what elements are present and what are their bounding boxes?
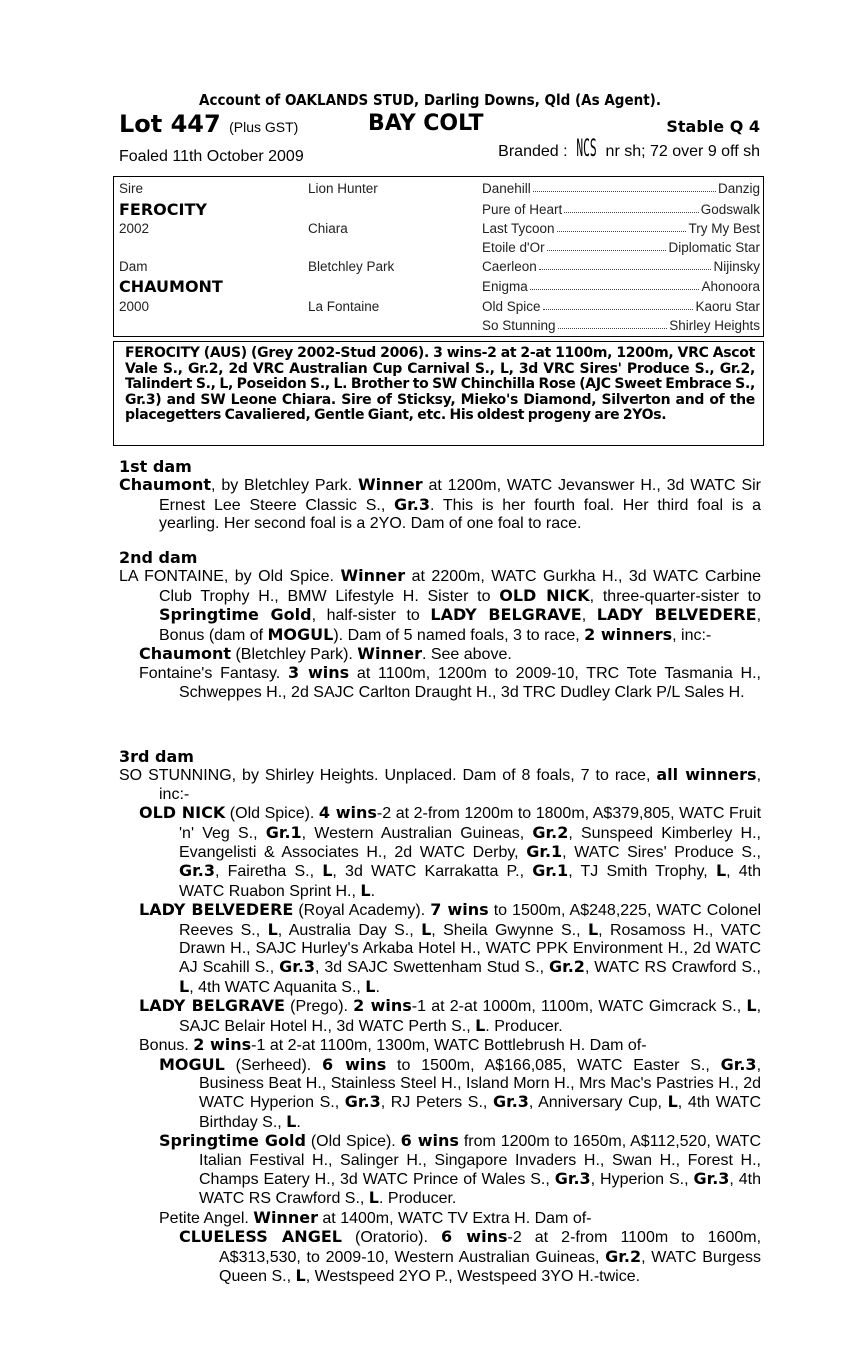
text: (Old Spice). bbox=[305, 1133, 401, 1151]
text: , 4th WATC Aquanita S., bbox=[189, 978, 366, 996]
text: . bbox=[375, 978, 380, 996]
grade-tag: L bbox=[322, 861, 333, 881]
lot-title: BAY COLT bbox=[368, 111, 484, 136]
text: , WATC Burgess Queen S., bbox=[219, 1248, 761, 1285]
gs-horse: Etoile d'Or bbox=[482, 240, 545, 255]
dam-name: CHAUMONT bbox=[119, 277, 223, 296]
first-dam-section bbox=[119, 458, 761, 534]
win-tag: 2 wins bbox=[193, 1035, 252, 1055]
gs-horse: Enigma bbox=[482, 279, 528, 294]
horse-name: CLUELESS ANGEL bbox=[179, 1227, 342, 1247]
text: Petite Angel. bbox=[159, 1209, 254, 1227]
win-tag: 6 wins bbox=[400, 1131, 459, 1151]
text: Bonus. bbox=[139, 1037, 194, 1055]
horse-name: OLD NICK bbox=[499, 585, 590, 605]
text: , Westspeed 2YO P., Westspeed 3YO H.-twice. bbox=[305, 1267, 641, 1285]
grade-tag: Gr.3 bbox=[279, 957, 316, 977]
foaled-date: Foaled 11th October 2009 bbox=[119, 148, 304, 165]
leader-dots bbox=[533, 181, 716, 192]
text: , 4th WATC RS Crawford S., bbox=[199, 1170, 762, 1208]
second-dam-section bbox=[119, 549, 761, 702]
text: SO STUNNING, by Shirley Heights. Unplaced. Dam of 8 foals, 7 to race, bbox=[119, 767, 657, 785]
grade-tag: Gr.1 bbox=[526, 842, 563, 862]
horse-name: LADY BELVEDERE bbox=[139, 900, 294, 920]
text: , Fairetha S., bbox=[214, 863, 323, 881]
gs-row bbox=[482, 299, 760, 314]
second-dam-heading: 2nd dam bbox=[119, 548, 198, 567]
text: from 1200m to 1650m, A$112,520, WATC Italian Festival H., Salinger H., Singapore Invaders H., Swan H., Forest H., Champs Eatery H., 3d WATC Prince of Wales S., bbox=[199, 1133, 762, 1188]
text: , Anniversary Cup, bbox=[528, 1094, 668, 1112]
text: , 4th WATC Birthday S., bbox=[199, 1094, 762, 1131]
text: -1 at 2-at 1100m, 1300m, WATC Bottlebrush H. Dam of- bbox=[251, 1037, 647, 1055]
leader-dots bbox=[558, 318, 668, 329]
horse-name: OLD NICK bbox=[139, 803, 226, 823]
text: . This is her fourth foal. Her third foal is a yearling. Her second foal is a 2YO. Dam of one foal to race. bbox=[159, 496, 762, 533]
third-dam-text bbox=[119, 766, 761, 804]
grade-tag: Gr.1 bbox=[532, 861, 569, 881]
grade-tag: Gr.3 bbox=[492, 1092, 529, 1112]
text: . bbox=[296, 1113, 301, 1131]
sire-summary: FEROCITY (AUS) (Grey 2002-Stud 2006). 3 wins-2 at 2-at 1100m, 1200m, VRC Ascot Vale S., Gr.2, 2d VRC Australian Cup Carnival S., L, 3d VRC Sires' Produce S., Gr.2, Talindert S., L, Poseidon S., L. Brother to SW Chinchilla Rose (AJC Sweet Embrace S., Gr.3) and SW Leone Chiara. Sire of Sticksy, Mieko's Diamond, Silverton and of the placegetters Cavaliered, Gentle Giant, etc. His oldest progeny are 2YOs. bbox=[125, 345, 755, 423]
sire-label: Sire bbox=[119, 181, 144, 196]
grade-tag: L bbox=[746, 996, 757, 1016]
leader-dots bbox=[543, 299, 694, 310]
gs-row bbox=[482, 181, 760, 196]
text: to 1500m, A$166,085, WATC Easter S., bbox=[386, 1056, 721, 1074]
text: -2 at 2-from 1100m to 1600m, A$313,530, to 2009-10, Western Australian Guineas, bbox=[219, 1229, 762, 1266]
sire-dam: Chiara bbox=[308, 221, 348, 236]
brand-mark: NCS bbox=[576, 133, 597, 163]
grade-tag: Gr.3 bbox=[179, 861, 215, 881]
gs-horse: So Stunning bbox=[482, 318, 556, 333]
sire-year: 2002 bbox=[119, 221, 150, 236]
gs-row bbox=[482, 279, 760, 294]
grade-tag: L bbox=[360, 880, 371, 900]
text: , three-quarter-sister to bbox=[589, 587, 761, 605]
gs-horse: Caerleon bbox=[482, 259, 537, 274]
grade-tag: L bbox=[179, 976, 190, 996]
text: at 2200m, WATC Gurkha H., 3d WATC Carbine Club Trophy H., BMW Lifestyle H. Sister to bbox=[159, 568, 762, 605]
text: (Bletchley Park). bbox=[231, 646, 358, 664]
grade-tag: L bbox=[267, 919, 278, 939]
text: , Sunspeed Kimberley H., Evangelisti & Associates H., 2d WATC Derby, bbox=[179, 824, 762, 862]
branding bbox=[498, 133, 760, 163]
text: Fontaine's Fantasy. bbox=[139, 665, 288, 683]
horse-name: LADY BELGRAVE bbox=[430, 605, 582, 625]
sire-sire: Lion Hunter bbox=[308, 181, 378, 196]
text: , SAJC Belair Hotel H., 3d WATC Perth S., bbox=[179, 998, 762, 1035]
win-tag: all winners bbox=[656, 765, 757, 785]
grade-tag: Gr.2 bbox=[532, 822, 569, 842]
text: , inc:- bbox=[159, 767, 762, 803]
progeny-entry bbox=[119, 645, 761, 664]
text: -2 at 2-from 1200m to 1800m, A$379,805, WATC Fruit 'n' Veg S., bbox=[179, 805, 762, 842]
text: , TJ Smith Trophy, bbox=[568, 863, 716, 881]
gs-horse: Old Spice bbox=[482, 299, 541, 314]
win-tag: 7 wins bbox=[430, 900, 489, 920]
text: at 1200m, WATC Jevanswer H., 3d WATC Sir Ernest Lee Steere Classic S., bbox=[159, 477, 761, 514]
text: , Sheila Gwynne S., bbox=[431, 921, 588, 939]
text: , Australia Day S., bbox=[277, 921, 422, 939]
gs-sire: Kaoru Star bbox=[695, 299, 760, 314]
progeny-entry bbox=[119, 1056, 761, 1133]
third-dam-section bbox=[119, 748, 761, 1286]
first-dam-text bbox=[119, 476, 761, 533]
text: , WATC Sires' Produce S., bbox=[562, 844, 761, 862]
horse-name: Springtime Gold bbox=[159, 605, 312, 625]
dam-dam: La Fontaine bbox=[308, 299, 380, 314]
progeny-entry bbox=[119, 901, 761, 997]
lot-label: Lot 447 bbox=[119, 110, 221, 138]
gs-horse: Last Tycoon bbox=[482, 221, 555, 236]
grade-tag: L bbox=[667, 1092, 678, 1112]
gs-row bbox=[482, 240, 760, 255]
horse-name: MOGUL bbox=[267, 624, 334, 644]
gs-sire: Try My Best bbox=[688, 221, 760, 236]
horse-name: Chaumont bbox=[119, 475, 212, 495]
grade-tag: L bbox=[421, 919, 432, 939]
lot-number bbox=[119, 110, 298, 138]
gs-sire: Danzig bbox=[717, 181, 760, 196]
text: , by Bletchley Park. bbox=[211, 477, 358, 495]
gs-row bbox=[482, 221, 760, 236]
grade-tag: L bbox=[286, 1111, 297, 1131]
text: ). Dam of 5 named foals, 3 to race, bbox=[333, 626, 585, 644]
branded-label: Branded : bbox=[498, 143, 572, 160]
win-tag: 6 wins bbox=[440, 1227, 508, 1247]
leader-dots bbox=[547, 240, 667, 251]
pedigree-table bbox=[113, 176, 764, 337]
text: , WATC RS Crawford S., bbox=[584, 959, 761, 977]
gs-row bbox=[482, 259, 760, 274]
grade-tag: Gr.2 bbox=[548, 957, 585, 977]
text: , half-sister to bbox=[311, 607, 431, 625]
grade-tag: Gr.1 bbox=[265, 822, 302, 842]
grade-tag: Gr.3 bbox=[720, 1054, 757, 1074]
grade-tag: L bbox=[295, 1265, 306, 1285]
stable-location: Stable Q 4 bbox=[666, 117, 760, 136]
leader-dots bbox=[539, 259, 712, 270]
win-tag: 4 wins bbox=[318, 803, 377, 823]
gs-horse: Danehill bbox=[482, 181, 531, 196]
progeny-entry bbox=[119, 997, 761, 1036]
horse-name: Springtime Gold bbox=[159, 1131, 306, 1151]
win-tag: Winner bbox=[358, 475, 423, 495]
sire-summary-box bbox=[113, 341, 764, 446]
text: , 3d SAJC Swettenham Stud S., bbox=[315, 959, 549, 977]
grade-tag: L bbox=[587, 919, 599, 939]
progeny-entry bbox=[119, 1132, 761, 1209]
horse-name: LADY BELGRAVE bbox=[139, 996, 285, 1016]
leader-dots bbox=[557, 221, 687, 232]
branded-detail: nr sh; 72 over 9 off sh bbox=[601, 143, 760, 160]
text: . Producer. bbox=[379, 1190, 457, 1208]
grade-tag: Gr.3 bbox=[394, 494, 430, 514]
text: , bbox=[581, 607, 597, 625]
leader-dots bbox=[530, 279, 700, 290]
text: to 1500m, A$248,225, WATC Colonel Reeves S., bbox=[179, 902, 762, 939]
third-dam-heading: 3rd dam bbox=[119, 747, 194, 766]
horse-name: Chaumont bbox=[139, 644, 232, 664]
second-dam-text bbox=[119, 567, 761, 645]
vendor-line: Account of OAKLANDS STUD, Darling Downs, Qld (As Agent). bbox=[199, 91, 661, 109]
text: . See above. bbox=[421, 646, 512, 664]
dam-label: Dam bbox=[119, 259, 148, 274]
progeny-entry bbox=[119, 1036, 761, 1055]
sire-name: FEROCITY bbox=[119, 200, 207, 219]
text: , RJ Peters S., bbox=[380, 1094, 493, 1112]
text: , 4th WATC Ruabon Sprint H., bbox=[179, 863, 762, 900]
progeny-entry bbox=[119, 664, 761, 702]
grade-tag: L bbox=[715, 861, 727, 881]
win-tag: 6 wins bbox=[322, 1054, 387, 1074]
gst-note: (Plus GST) bbox=[229, 119, 299, 135]
gs-row bbox=[482, 318, 760, 333]
dam-sire: Bletchley Park bbox=[308, 259, 395, 274]
text: (Serheed). bbox=[224, 1056, 323, 1074]
grade-tag: Gr.3 bbox=[693, 1168, 730, 1188]
grade-tag: Gr.3 bbox=[344, 1092, 381, 1112]
first-dam-heading: 1st dam bbox=[119, 457, 192, 476]
grade-tag: Gr.3 bbox=[554, 1168, 591, 1188]
dam-year: 2000 bbox=[119, 299, 150, 314]
leader-dots bbox=[564, 202, 698, 213]
horse-name: LADY BELVEDERE bbox=[596, 605, 757, 625]
win-tag: 2 wins bbox=[353, 996, 412, 1016]
grade-tag: L bbox=[368, 1188, 379, 1208]
win-tag: Winner bbox=[340, 566, 406, 586]
grade-tag: L bbox=[475, 1015, 486, 1035]
text: (Prego). bbox=[284, 998, 354, 1016]
text: , Hyperion S., bbox=[590, 1170, 694, 1188]
grade-tag: L bbox=[365, 976, 376, 996]
win-tag: Winner bbox=[357, 644, 422, 664]
text: (Old Spice). bbox=[225, 805, 319, 823]
gs-horse: Pure of Heart bbox=[482, 202, 563, 217]
text: -1 at 2-at 1000m, 1100m, WATC Gimcrack S., bbox=[411, 998, 747, 1016]
grade-tag: Gr.2 bbox=[605, 1246, 642, 1266]
text: , Business Beat H., Stainless Steel H., Island Morn H., Mrs Mac's Pastries H., 2d WATC Hyperion S., bbox=[199, 1056, 762, 1112]
progeny-entry bbox=[119, 804, 761, 901]
text: , Rosamoss H., VATC Drawn H., SAJC Hurley's Arkaba Hotel H., WATC PPK Environment H., 2d WATC AJ Scahill S., bbox=[179, 921, 762, 977]
text: (Oratorio). bbox=[341, 1229, 441, 1247]
text: LA FONTAINE, by Old Spice. bbox=[119, 568, 341, 586]
gs-row bbox=[482, 202, 760, 217]
text: , Western Australian Guineas, bbox=[301, 824, 533, 842]
text: , inc:- bbox=[672, 626, 712, 644]
text: (Royal Academy). bbox=[293, 902, 431, 920]
text: , Bonus (dam of bbox=[159, 607, 762, 644]
text: at 1100m, 1200m to 2009-10, TRC Tote Tasmania H., Schweppes H., 2d SAJC Carlton Draught H., 3d TRC Dudley Clark P/L Sales H. bbox=[179, 665, 761, 701]
gs-sire: Godswalk bbox=[700, 202, 760, 217]
gs-sire: Shirley Heights bbox=[669, 318, 760, 333]
progeny-entry bbox=[119, 1209, 761, 1228]
gs-sire: Ahonoora bbox=[701, 279, 760, 294]
gs-sire: Nijinsky bbox=[713, 259, 760, 274]
text: . Producer. bbox=[485, 1017, 563, 1035]
text: , 3d WATC Karrakatta P., bbox=[332, 863, 533, 881]
horse-name: MOGUL bbox=[159, 1054, 225, 1074]
win-tag: 3 wins bbox=[287, 663, 350, 683]
win-tag: Winner bbox=[253, 1207, 318, 1227]
gs-sire: Diplomatic Star bbox=[668, 240, 760, 255]
text: . bbox=[370, 882, 376, 900]
text: at 1400m, WATC TV Extra H. Dam of- bbox=[317, 1209, 592, 1227]
win-tag: 2 winners bbox=[584, 624, 673, 644]
progeny-entry bbox=[119, 1228, 761, 1286]
